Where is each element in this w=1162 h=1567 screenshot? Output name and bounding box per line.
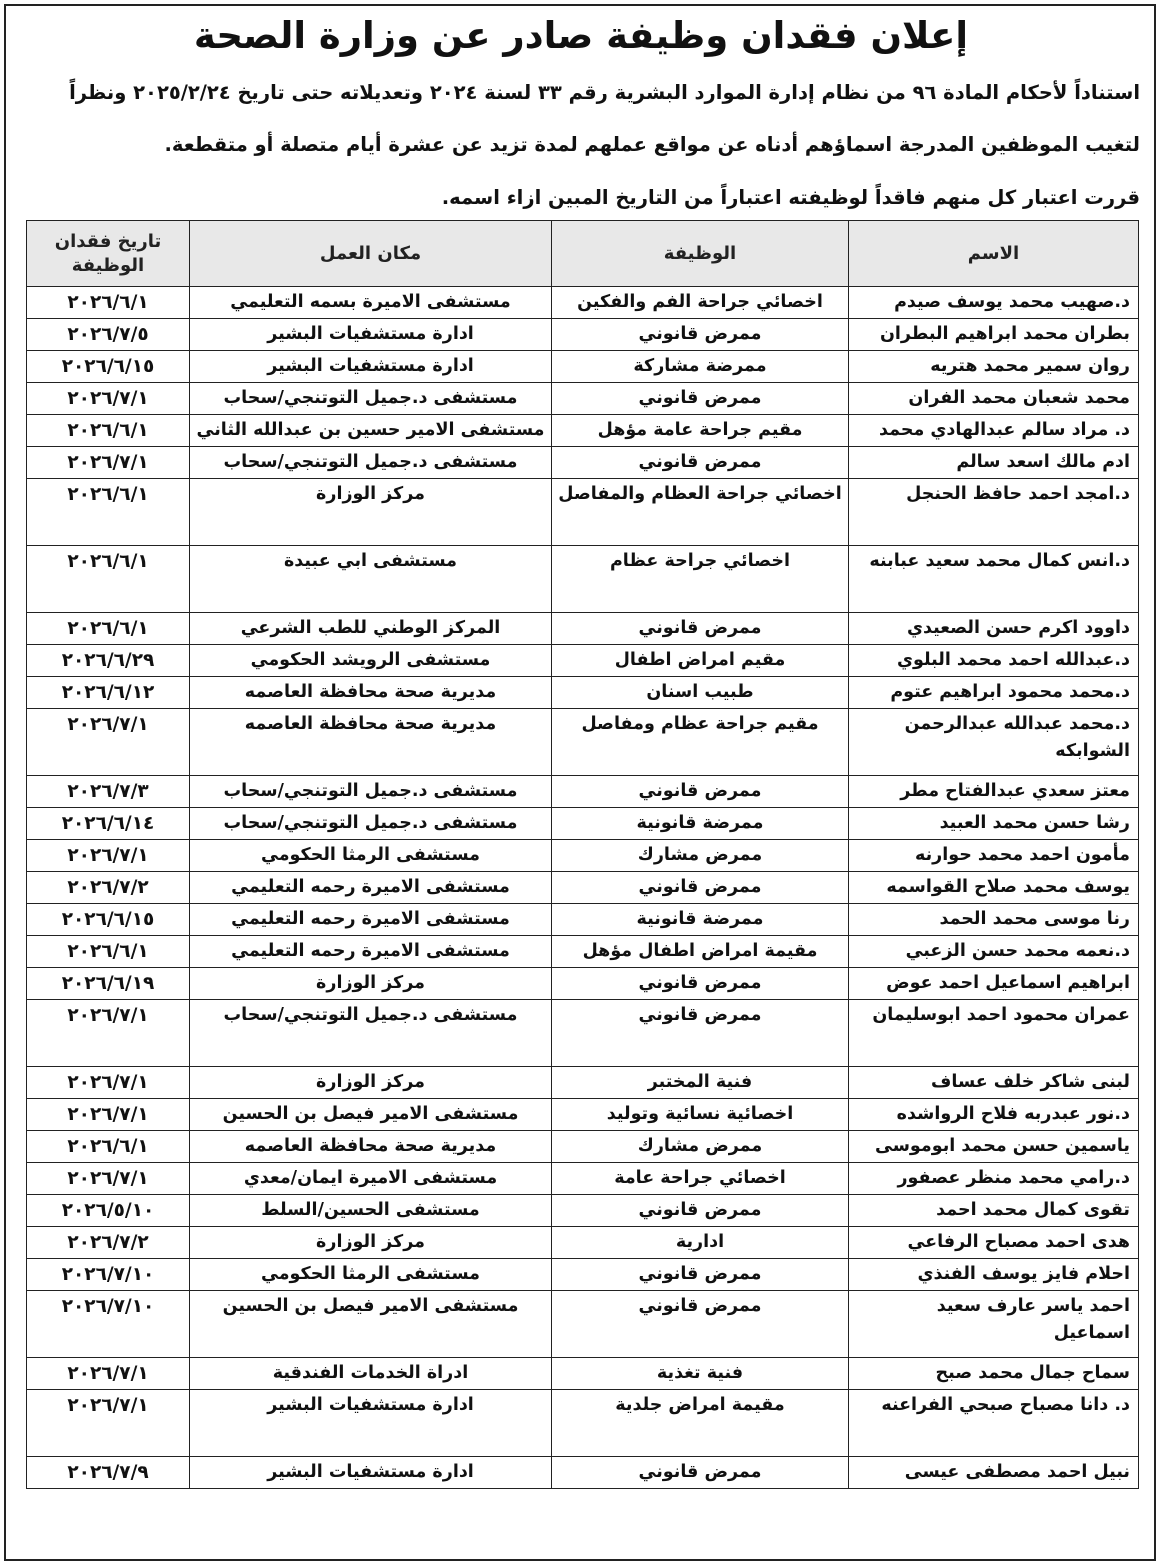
cell-name: معتز سعدي عبدالفتاح مطر [849,776,1139,808]
cell-place: مديرية صحة محافظة العاصمه [190,1131,552,1163]
table-row [27,904,1139,936]
table-row [27,479,1139,546]
cell-job: ممرض قانوني [552,872,849,904]
table-row [27,415,1139,447]
header-date: تاريخ فقدان الوظيفة [27,221,190,287]
cell-place: مستشفى الاميرة رحمه التعليمي [190,936,552,968]
cell-date: ٢٠٢٦/٦/٢٩ [27,645,190,677]
cell-name: د.محمد محمود ابراهيم عتوم [849,677,1139,709]
cell-job: ممرض قانوني [552,1195,849,1227]
cell-name: احمد ياسر عارف سعيد اسماعيل [849,1291,1139,1358]
cell-date: ٢٠٢٦/٧/١٠ [27,1259,190,1291]
table-row [27,968,1139,1000]
cell-place: ادارة مستشفيات البشير [190,319,552,351]
employees-table [26,220,1139,1489]
cell-place: مستشفى الامير فيصل بن الحسين [190,1099,552,1131]
cell-job: ممرضة مشاركة [552,351,849,383]
table-row [27,1067,1139,1099]
table-row [27,1227,1139,1259]
cell-place: مديرية صحة محافظة العاصمه [190,677,552,709]
cell-date: ٢٠٢٦/٦/١ [27,415,190,447]
cell-date: ٢٠٢٦/٧/١ [27,383,190,415]
table-row [27,287,1139,319]
cell-name: تقوى كمال محمد احمد [849,1195,1139,1227]
cell-place: المركز الوطني للطب الشرعي [190,613,552,645]
cell-place: مستشفى د.جميل التوتنجي/سحاب [190,447,552,479]
cell-job: مقيم امراض اطفال [552,645,849,677]
cell-date: ٢٠٢٦/٧/٥ [27,319,190,351]
page-title: إعلان فقدان وظيفة صادر عن وزارة الصحة [193,14,969,57]
cell-place: مستشفى الرمثا الحكومي [190,840,552,872]
cell-job: مقيم جراحة عامة مؤهل [552,415,849,447]
cell-date: ٢٠٢٦/٦/١ [27,287,190,319]
table-row [27,351,1139,383]
cell-place: مستشفى الامير حسين بن عبدالله الثاني [190,415,552,447]
cell-job: ممرض قانوني [552,968,849,1000]
cell-date: ٢٠٢٦/٧/١ [27,1390,190,1457]
cell-date: ٢٠٢٦/٧/٢ [27,872,190,904]
table-row [27,776,1139,808]
cell-place: مستشفى د.جميل التوتنجي/سحاب [190,776,552,808]
cell-date: ٢٠٢٦/٧/٣ [27,776,190,808]
cell-job: ممرض قانوني [552,447,849,479]
table-row [27,808,1139,840]
table-row [27,1099,1139,1131]
table-row [27,1000,1139,1067]
cell-name: هدى احمد مصباح الرفاعي [849,1227,1139,1259]
cell-job: ممرض قانوني [552,383,849,415]
cell-name: مأمون احمد محمد حوارنه [849,840,1139,872]
cell-place: مستشفى الرويشد الحكومي [190,645,552,677]
cell-place: مستشفى الحسين/السلط [190,1195,552,1227]
cell-date: ٢٠٢٦/٧/١ [27,709,190,776]
table-header-row [27,221,1139,287]
cell-date: ٢٠٢٦/٦/١٥ [27,351,190,383]
cell-name: نبيل احمد مصطفى عيسى [849,1457,1139,1489]
cell-job: ممرض مشارك [552,840,849,872]
cell-date: ٢٠٢٦/٧/١ [27,840,190,872]
cell-place: مستشفى الاميرة بسمه التعليمي [190,287,552,319]
table-row [27,383,1139,415]
cell-place: ادارة مستشفيات البشير [190,351,552,383]
cell-job: مقيم جراحة عظام ومفاصل [552,709,849,776]
table-row [27,677,1139,709]
table-row [27,1131,1139,1163]
cell-place: مركز الوزارة [190,479,552,546]
cell-job: ممرضة قانونية [552,904,849,936]
cell-date: ٢٠٢٦/٦/١٢ [27,677,190,709]
cell-name: لبنى شاكر خلف عساف [849,1067,1139,1099]
cell-place: مستشفى الرمثا الحكومي [190,1259,552,1291]
cell-date: ٢٠٢٦/٧/١ [27,1358,190,1390]
cell-date: ٢٠٢٦/٧/٩ [27,1457,190,1489]
cell-place: مستشفى الامير فيصل بن الحسين [190,1291,552,1358]
cell-name: احلام فايز يوسف الفنذي [849,1259,1139,1291]
cell-date: ٢٠٢٦/٧/١ [27,1163,190,1195]
cell-date: ٢٠٢٦/٦/١٤ [27,808,190,840]
cell-job: ممرض قانوني [552,613,849,645]
cell-place: ادارة مستشفيات البشير [190,1390,552,1457]
cell-job: ممرض قانوني [552,1259,849,1291]
cell-job: ممرض قانوني [552,1457,849,1489]
cell-date: ٢٠٢٦/٧/١ [27,1000,190,1067]
cell-name: د.امجد احمد حافظ الحنجل [849,479,1139,546]
cell-date: ٢٠٢٦/٥/١٠ [27,1195,190,1227]
cell-name: ابراهيم اسماعيل احمد عوض [849,968,1139,1000]
cell-name: د.محمد عبدالله عبدالرحمن الشوابكه [849,709,1139,776]
cell-job: ممرض قانوني [552,1000,849,1067]
cell-name: د.رامي محمد منظر عصفور [849,1163,1139,1195]
cell-job: مقيمة امراض جلدية [552,1390,849,1457]
cell-job: مقيمة امراض اطفال مؤهل [552,936,849,968]
cell-place: مديرية صحة محافظة العاصمه [190,709,552,776]
table-row [27,936,1139,968]
cell-job: اخصائي جراحة العظام والمفاصل [552,479,849,546]
cell-job: اخصائي جراحة الفم والفكين [552,287,849,319]
cell-name: بطران محمد ابراهيم البطران [849,319,1139,351]
cell-date: ٢٠٢٦/٦/١ [27,613,190,645]
table-row [27,709,1139,776]
table-row [27,1291,1139,1358]
intro-line-2: لتغيب الموظفين المدرجة اسماؤهم أدناه عن مواقع عملهم لمدة تزيد عن عشرة أيام متصلة أو متقطعة. [164,133,1140,156]
intro-line-3: قررت اعتبار كل منهم فاقداً لوظيفته اعتباراً من التاريخ المبين ازاء اسمه. [441,186,1140,209]
cell-place: مركز الوزارة [190,1227,552,1259]
cell-place: مستشفى الاميرة رحمه التعليمي [190,904,552,936]
cell-place: مركز الوزارة [190,968,552,1000]
cell-date: ٢٠٢٦/٦/١٩ [27,968,190,1000]
cell-place: ادراة الخدمات الفندقية [190,1358,552,1390]
cell-date: ٢٠٢٦/٧/١ [27,1067,190,1099]
cell-date: ٢٠٢٦/٧/٢ [27,1227,190,1259]
cell-place: مستشفى د.جميل التوتنجي/سحاب [190,383,552,415]
cell-name: عمران محمود احمد ابوسليمان [849,1000,1139,1067]
cell-name: د.نور عبدربه فلاح الرواشده [849,1099,1139,1131]
cell-place: مستشفى د.جميل التوتنجي/سحاب [190,1000,552,1067]
cell-job: ادارية [552,1227,849,1259]
cell-name: ياسمين حسن محمد ابوموسى [849,1131,1139,1163]
cell-name: ادم مالك اسعد سالم [849,447,1139,479]
cell-date: ٢٠٢٦/٧/١ [27,447,190,479]
table-body [27,287,1139,1489]
table-row [27,645,1139,677]
table-row [27,1163,1139,1195]
intro-line-1: استناداً لأحكام المادة ٩٦ من نظام إدارة الموارد البشرية رقم ٣٣ لسنة ٢٠٢٤ وتعديلاته حتى تاريخ ٢٠٢٥/٢/٢٤ ونظراً [69,81,1140,104]
cell-name: د.عبدالله احمد محمد البلوي [849,645,1139,677]
cell-job: ممرض قانوني [552,776,849,808]
cell-name: سماح جمال محمد صبح [849,1358,1139,1390]
cell-place: مستشفى د.جميل التوتنجي/سحاب [190,808,552,840]
header-place: مكان العمل [190,221,552,287]
cell-name: داوود اكرم حسن الصعيدي [849,613,1139,645]
table-row [27,1259,1139,1291]
cell-job: اخصائية نسائية وتوليد [552,1099,849,1131]
header-job: الوظيفة [552,221,849,287]
table-row [27,872,1139,904]
cell-date: ٢٠٢٦/٦/١ [27,1131,190,1163]
table-row [27,447,1139,479]
cell-place: مستشفى ابي عبيدة [190,546,552,613]
cell-name: رشا حسن محمد العبيد [849,808,1139,840]
table-row [27,613,1139,645]
table-row [27,840,1139,872]
cell-date: ٢٠٢٦/٦/١ [27,546,190,613]
cell-job: اخصائي جراحة عامة [552,1163,849,1195]
table-row [27,319,1139,351]
table-row [27,1195,1139,1227]
cell-job: ممرض قانوني [552,1291,849,1358]
table-row [27,1457,1139,1489]
cell-date: ٢٠٢٦/٧/١٠ [27,1291,190,1358]
cell-place: مركز الوزارة [190,1067,552,1099]
table-row [27,1390,1139,1457]
cell-date: ٢٠٢٦/٦/١ [27,936,190,968]
cell-place: مستشفى الاميرة ايمان/معدي [190,1163,552,1195]
cell-place: مستشفى الاميرة رحمه التعليمي [190,872,552,904]
table-row [27,546,1139,613]
header-name: الاسم [849,221,1139,287]
table-row [27,1358,1139,1390]
cell-date: ٢٠٢٦/٦/١ [27,479,190,546]
cell-name: د.صهيب محمد يوسف صيدم [849,287,1139,319]
cell-name: د. مراد سالم عبدالهادي محمد [849,415,1139,447]
cell-job: طبيب اسنان [552,677,849,709]
cell-name: روان سمير محمد هتريه [849,351,1139,383]
cell-job: اخصائي جراحة عظام [552,546,849,613]
cell-name: د. دانا مصباح صبحي الفراعنه [849,1390,1139,1457]
cell-place: ادارة مستشفيات البشير [190,1457,552,1489]
cell-name: محمد شعبان محمد الفران [849,383,1139,415]
cell-name: د.انس كمال محمد سعيد عبابنه [849,546,1139,613]
cell-name: يوسف محمد صلاح القواسمه [849,872,1139,904]
cell-job: فنية تغذية [552,1358,849,1390]
cell-date: ٢٠٢٦/٦/١٥ [27,904,190,936]
cell-job: فنية المختبر [552,1067,849,1099]
cell-date: ٢٠٢٦/٧/١ [27,1099,190,1131]
cell-job: ممرض مشارك [552,1131,849,1163]
cell-job: ممرضة قانونية [552,808,849,840]
cell-name: رنا موسى محمد الحمد [849,904,1139,936]
cell-name: د.نعمه محمد حسن الزعبي [849,936,1139,968]
cell-job: ممرض قانوني [552,319,849,351]
